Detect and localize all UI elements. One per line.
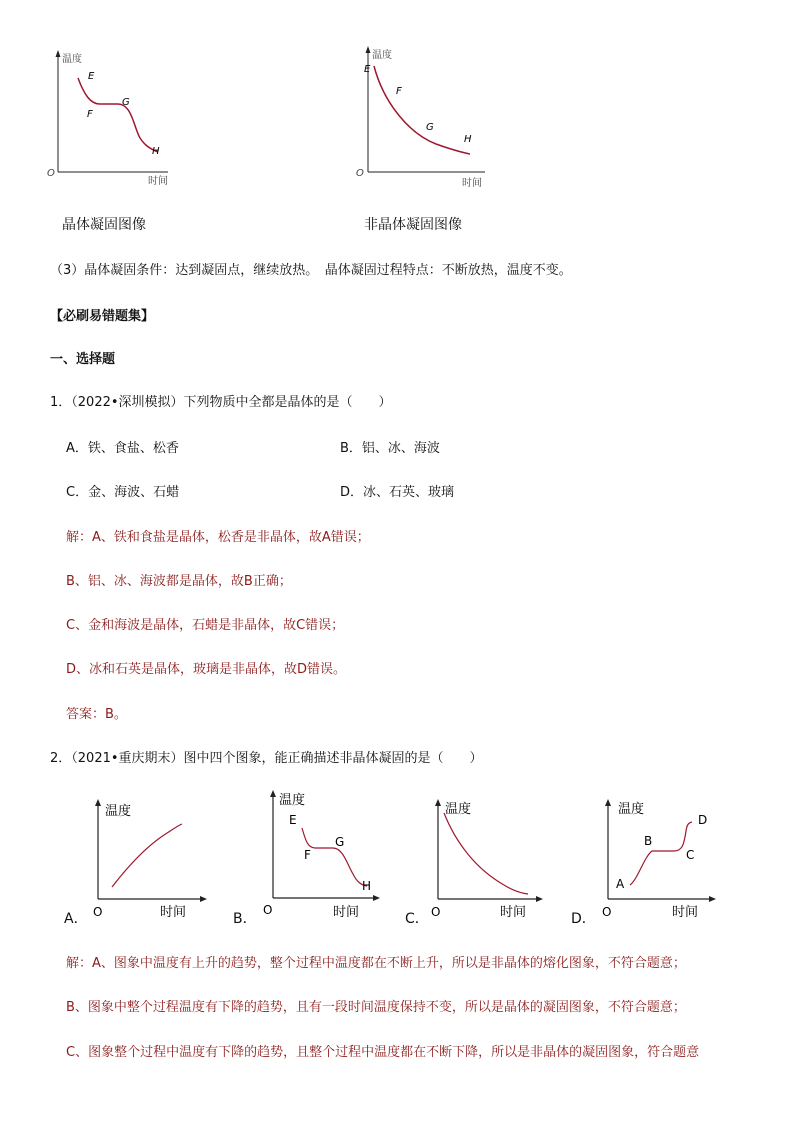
q2-solution-line: 解：A、图象中温度有上升的趋势，整个过程中温度都在不断上升，所以是非晶体的熔化图象，不符合题意； — [66, 956, 686, 971]
point-B: B — [644, 834, 653, 848]
x-axis-label: 时间 — [148, 176, 168, 187]
y-axis-label: 温度 — [62, 54, 82, 65]
q1-stem: 1．（2022•深圳模拟）下列物质中全都是晶体的是（ ） — [50, 395, 392, 410]
q2-option-a-label: A． — [64, 911, 88, 927]
x-axis-label: 时间 — [672, 905, 699, 920]
curve-a — [112, 824, 182, 887]
q1-option-c: C．金、海波、石蜡 — [66, 485, 180, 500]
origin-label: O — [263, 903, 273, 917]
amorphous-solidification-graph — [350, 44, 500, 192]
point-F: F — [396, 86, 402, 97]
point-E: E — [364, 64, 371, 75]
point-G: G — [122, 97, 130, 108]
origin-label: O — [93, 905, 103, 919]
q2-graph-d — [594, 795, 724, 923]
point-A: A — [616, 877, 625, 891]
y-axis-label: 温度 — [372, 50, 392, 61]
q2-solution-line: C、图象整个过程中温度有下降的趋势，且整个过程中温度都在不断下降，所以是非晶体的凝固图象，符合题意 — [66, 1045, 700, 1060]
crystal-solidification-graph — [40, 48, 180, 188]
amorphous-curve — [374, 66, 470, 154]
point-H: H — [362, 879, 372, 893]
point-H: H — [464, 134, 472, 145]
q2-graph-c — [424, 795, 549, 923]
q2-stem: 2．（2021•重庆期末）图中四个图象，能正确描述非晶体凝固的是（ ） — [50, 751, 483, 766]
point-D: D — [698, 813, 708, 827]
x-axis-label: 时间 — [333, 905, 360, 920]
condition-line: （3）晶体凝固条件：达到凝固点，继续放热。 晶体凝固过程特点：不断放热，温度不变。 — [50, 263, 572, 278]
q2-solution-line: B、图象中整个过程温度有下降的趋势，且有一段时间温度保持不变，所以是晶体的凝固图象，不符合题意； — [66, 1000, 686, 1015]
origin-label: O — [431, 905, 441, 919]
point-E: E — [88, 71, 95, 82]
y-axis-label: 温度 — [618, 802, 645, 817]
curve-d — [630, 822, 695, 885]
point-G: G — [335, 835, 345, 849]
q2-option-b-label: B． — [233, 911, 257, 927]
point-F: F — [304, 848, 311, 862]
y-axis-label: 温度 — [445, 802, 472, 817]
point-C: C — [686, 848, 695, 862]
y-axis-label: 温度 — [279, 793, 306, 808]
q1-solution-line: B、铝、冰、海波都是晶体，故B正确； — [66, 574, 292, 589]
q2-option-d-label: D． — [571, 911, 596, 927]
q2-graph-b — [255, 786, 385, 921]
q1-option-a: A．铁、食盐、松香 — [66, 441, 179, 456]
q1-answer: 答案：B。 — [66, 707, 127, 722]
q1-solution-line: D、冰和石英是晶体，玻璃是非晶体，故D错误。 — [66, 662, 347, 677]
crystal-graph-caption: 晶体凝固图像 — [62, 217, 146, 233]
origin-label: O — [602, 905, 612, 919]
q1-solution-line: 解：A、铁和食盐是晶体，松香是非晶体，故A错误； — [66, 530, 370, 545]
origin-label: O — [356, 168, 364, 179]
curve-c — [444, 813, 528, 894]
section-title: 【必刷易错题集】 — [50, 309, 155, 324]
point-F: F — [87, 109, 93, 120]
y-axis-label: 温度 — [105, 804, 132, 819]
origin-label: O — [47, 168, 55, 179]
subsection-title: 一、选择题 — [50, 352, 116, 367]
amorphous-graph-caption: 非晶体凝固图像 — [364, 217, 462, 233]
q1-solution-line: C、金和海波是晶体，石蜡是非晶体，故C错误； — [66, 618, 345, 633]
q1-option-d: D．冰、石英、玻璃 — [340, 485, 455, 500]
x-axis-label: 时间 — [160, 905, 187, 920]
q2-option-c-label: C． — [405, 911, 429, 927]
point-E: E — [289, 813, 297, 827]
q1-option-b: B．铝、冰、海波 — [340, 441, 440, 456]
point-H: H — [152, 146, 160, 157]
x-axis-label: 时间 — [462, 178, 482, 189]
q2-graph-a — [84, 795, 209, 923]
x-axis-label: 时间 — [500, 905, 527, 920]
point-G: G — [426, 122, 434, 133]
